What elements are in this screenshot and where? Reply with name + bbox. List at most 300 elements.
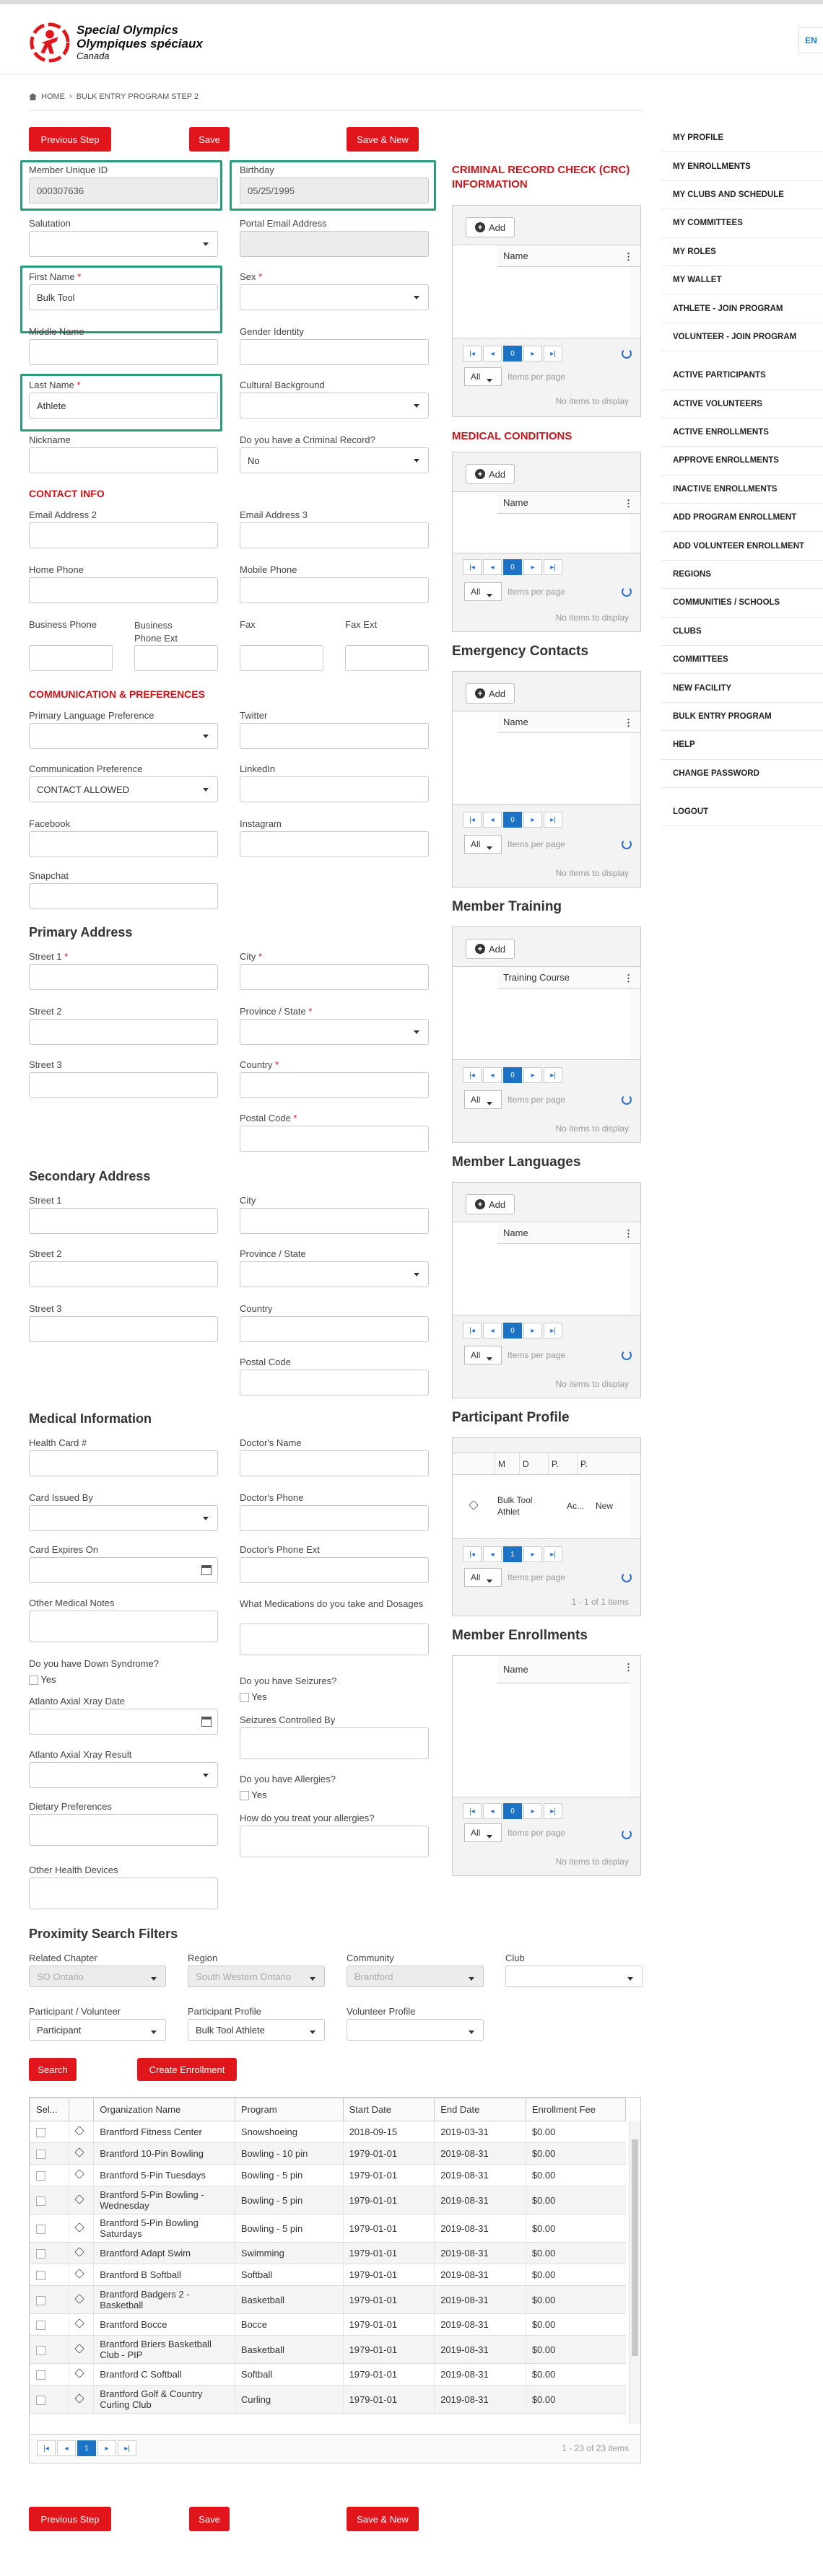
language-toggle[interactable]: EN [798,27,823,53]
table-cell: $0.00 [526,2243,625,2264]
table-cell: $0.00 [526,2214,625,2243]
next-page-icon[interactable]: ▸ [523,1323,542,1339]
prev-page-icon[interactable]: ◂ [483,559,502,575]
table-header-1[interactable] [69,2098,94,2121]
sec-province-field [240,1248,429,1287]
page-size-select[interactable]: All [464,1346,502,1364]
row-checkbox[interactable] [36,2321,45,2330]
scrollbar[interactable] [630,267,640,338]
sec-city-input[interactable] [240,1208,429,1234]
logo[interactable] [29,22,203,63]
add-label: Add [489,943,506,955]
sidebar-item-12[interactable]: INACTIVE ENROLLMENTS [661,476,823,504]
atlanto-result-select[interactable] [29,1762,218,1788]
treat-allergies-label: How do you treat your allergies? [240,1813,375,1823]
column-menu-icon[interactable]: ⋮ [624,973,633,983]
sidebar-item-5[interactable]: MY WALLET [661,266,823,294]
save-new-button-bottom[interactable]: Save & New [347,2507,419,2531]
previous-step-button-bottom[interactable]: Previous Step [29,2507,111,2531]
table-row[interactable] [30,2143,626,2165]
calendar-icon[interactable] [201,1717,212,1727]
sidebar-item-2[interactable]: MY CLUBS AND SCHEDULE [661,181,823,209]
sidebar-item-13[interactable]: ADD PROGRAM ENROLLMENT [661,504,823,532]
name-column-header: Name [503,497,528,508]
save-button[interactable]: Save [189,127,230,152]
last-page-icon[interactable]: ▸| [544,1323,562,1339]
next-page-icon[interactable]: ▸ [523,1546,542,1562]
sidebar-item-9[interactable]: ACTIVE VOLUNTEERS [661,390,823,419]
country-input[interactable] [240,1072,429,1098]
email2-field [29,509,218,548]
birthday-label: Birthday [240,165,274,175]
scrollbar[interactable] [630,1244,640,1315]
home-phone-input[interactable] [29,577,218,603]
edit-icon[interactable] [74,2269,84,2279]
sidebar-item-4[interactable]: MY ROLES [661,238,823,266]
sidebar-item-21[interactable]: HELP [661,731,823,759]
sec-street2-input[interactable] [29,1261,218,1287]
first-page-icon[interactable]: |◂ [463,1803,482,1819]
table-row[interactable] [30,2214,626,2243]
refresh-icon[interactable] [622,1572,632,1582]
column-menu-icon[interactable]: ⋮ [624,251,633,262]
linkedin-input[interactable] [240,776,429,802]
prev-page-icon[interactable]: ◂ [483,1803,502,1819]
refresh-icon[interactable] [622,349,632,359]
scroll-thumb[interactable] [632,2139,638,2356]
add-label: Add [489,1199,506,1210]
scrollbar[interactable] [630,733,640,804]
prev-page-icon[interactable]: ◂ [483,346,502,362]
table-cell: Bowling - 5 pin [235,2165,343,2186]
member-id-input[interactable]: 000307636 [29,178,218,203]
sidebar-item-6[interactable]: ATHLETE - JOIN PROGRAM [661,294,823,323]
page-number[interactable]: 0 [503,812,522,828]
sidebar-item-7[interactable]: VOLUNTEER - JOIN PROGRAM [661,323,823,351]
sec-postal-label: Postal Code [240,1357,291,1367]
row-checkbox[interactable] [36,2271,45,2280]
doctor-ext-input[interactable] [240,1557,429,1583]
city-label: City [240,951,256,962]
breadcrumb-home[interactable]: HOME [41,92,65,101]
doctor-name-field [240,1437,429,1476]
edit-icon[interactable] [74,2169,84,2179]
edit-icon[interactable] [74,2368,84,2378]
mobile-phone-input[interactable] [240,577,429,603]
card-issued-select[interactable] [29,1505,218,1531]
health-card-input[interactable] [29,1450,218,1476]
scrollbar[interactable] [630,514,640,553]
treat-allergies-input[interactable] [240,1826,429,1857]
profile-col-d[interactable]: D [519,1453,548,1474]
sex-field [240,271,429,310]
region-field [188,1953,325,1987]
next-page-icon[interactable]: ▸ [523,346,542,362]
next-page-icon[interactable]: ▸ [523,1803,542,1819]
profile-col-p2[interactable]: P. [577,1453,606,1474]
emergency-add-button[interactable] [466,683,515,704]
first-page-icon[interactable]: |◂ [463,559,482,575]
portal-email-input[interactable] [240,231,429,257]
first-page-icon[interactable]: |◂ [463,812,482,828]
next-page-icon[interactable]: ▸ [523,559,542,575]
dietary-label: Dietary Preferences [29,1801,112,1812]
page-number[interactable]: 0 [503,1067,522,1083]
column-menu-icon[interactable]: ⋮ [624,498,633,509]
prev-page-icon[interactable]: ◂ [483,1546,502,1562]
seizures-ctrl-input[interactable] [240,1727,429,1759]
primary-address-title: Primary Address [29,925,133,939]
breadcrumb-separator: › [69,92,72,101]
sidebar-item-23[interactable]: LOGOUT [661,798,823,826]
table-cell: 1979-01-01 [343,2143,435,2165]
sidebar-item-3[interactable]: MY COMMITTEES [661,209,823,237]
salutation-select[interactable] [29,231,218,257]
refresh-icon[interactable] [622,587,632,597]
mobile-phone-label: Mobile Phone [240,564,297,575]
health-devices-label: Other Health Devices [29,1865,118,1875]
province-select[interactable] [240,1019,429,1045]
table-header-0[interactable]: Sel... [30,2098,69,2121]
sidebar-item-14[interactable]: ADD VOLUNTEER ENROLLMENT [661,532,823,560]
edit-icon[interactable] [74,2393,84,2404]
business-phone-ext-input[interactable] [134,645,218,671]
table-cell: Softball [235,2264,343,2286]
facebook-input[interactable] [29,831,218,857]
refresh-icon[interactable] [622,1095,632,1105]
pager [463,346,562,362]
medical-info-title: Medical Information [29,1411,152,1426]
table-row[interactable] [30,2336,626,2364]
table-cell: 1979-01-01 [343,2364,435,2386]
table-cell: $0.00 [526,2165,625,2186]
row-checkbox[interactable] [36,2225,45,2234]
table-row[interactable] [30,2165,626,2186]
training-add-button[interactable] [466,939,515,959]
pager [463,1803,562,1819]
table-cell: $0.00 [526,2186,625,2214]
pager [463,559,562,575]
page-size-select[interactable]: All [464,367,502,386]
edit-icon[interactable] [74,2194,84,2204]
sidebar-item-19[interactable]: NEW FACILITY [661,674,823,702]
refresh-icon[interactable] [622,1350,632,1360]
next-page-icon[interactable]: ▸ [523,1067,542,1083]
crc-add-button[interactable] [466,217,515,237]
table-row[interactable] [30,2364,626,2386]
card-expires-input[interactable] [29,1557,218,1583]
no-items-label: No items to display [555,1123,629,1134]
gender-identity-input[interactable] [240,339,429,365]
create-enrollment-button[interactable]: Create Enrollment [137,2058,237,2081]
profile-col-m[interactable]: M [495,1453,519,1474]
fax-input[interactable] [240,645,323,671]
sec-country-input[interactable] [240,1316,429,1342]
allergies-checkbox[interactable] [240,1791,249,1800]
plus-icon: + [475,944,485,954]
edit-icon[interactable] [74,2318,84,2329]
snapchat-input[interactable] [29,883,218,909]
doctor-name-input[interactable] [240,1450,429,1476]
part-vol-field [29,2006,166,2041]
table-header-5[interactable]: End Date [435,2098,526,2121]
row-checkbox[interactable] [36,2249,45,2259]
first-page-icon[interactable]: |◂ [463,1323,482,1339]
comm-pref-select[interactable]: CONTACT ALLOWED [29,776,218,802]
part-profile-select[interactable]: Bulk Tool Athlete [188,2019,325,2041]
sidebar-item-10[interactable]: ACTIVE ENROLLMENTS [661,419,823,447]
club-select[interactable] [505,1966,643,1987]
first-page-icon[interactable]: |◂ [463,1546,482,1562]
related-chapter-select[interactable]: SO Ontario [29,1966,166,1987]
table-cell: Basketball [235,2336,343,2364]
scrollbar[interactable] [630,1475,640,1538]
sec-postal-input[interactable] [240,1370,429,1396]
row-checkbox[interactable] [36,2150,45,2159]
table-cell: Brantford Adapt Swim [94,2243,235,2264]
first-page-icon[interactable]: |◂ [463,346,482,362]
add-label: Add [489,222,506,233]
first-page-icon[interactable]: |◂ [37,2440,56,2456]
plus-icon: + [475,688,485,698]
street3-input[interactable] [29,1072,218,1098]
sec-country-label: Country [240,1303,273,1314]
calendar-icon[interactable] [201,1565,212,1575]
table-cell: 1979-01-01 [343,2186,435,2214]
birthday-input[interactable]: 05/25/1995 [240,178,429,203]
street2-field [29,1006,218,1045]
primary-language-field [29,710,218,749]
profile-row[interactable] [453,1475,630,1537]
linkedin-field [240,763,429,802]
save-new-button[interactable]: Save & New [347,127,419,152]
cultural-background-select[interactable] [240,393,429,419]
table-row[interactable] [30,2386,626,2414]
page-size-select[interactable]: All [464,582,502,601]
community-select[interactable]: Brantford [347,1966,484,1987]
table-row[interactable] [30,2186,626,2214]
prev-page-icon[interactable]: ◂ [483,1323,502,1339]
middle-name-input[interactable] [29,339,218,365]
doctor-name-label: Doctor's Name [240,1437,302,1448]
part-profile-label: Participant Profile [188,2006,261,2017]
refresh-icon[interactable] [622,1829,632,1839]
instagram-label: Instagram [240,818,282,829]
gender-identity-field [240,326,429,365]
medications-input[interactable] [240,1624,429,1655]
items-per-page-label: Items per page [508,839,566,849]
edit-icon[interactable] [74,2247,84,2257]
seizures-checkbox[interactable] [240,1693,249,1702]
row-checkbox[interactable] [36,2370,45,2380]
table-cell: $0.00 [526,2336,625,2364]
row-checkbox[interactable] [36,2196,45,2206]
instagram-input[interactable] [240,831,429,857]
instagram-field [240,818,429,857]
edit-icon[interactable] [469,1500,479,1510]
sidebar-item-18[interactable]: COMMITTEES [661,646,823,674]
sec-street3-input[interactable] [29,1316,218,1342]
doctor-phone-input[interactable] [240,1505,429,1531]
table-cell: $0.00 [526,2314,625,2336]
table-count: 1 - 23 of 23 items [562,2443,629,2453]
scrollbar[interactable] [630,1678,640,1797]
table-header-4[interactable]: Start Date [343,2098,435,2121]
nickname-input[interactable] [29,447,218,473]
nickname-field [29,434,218,473]
table-row[interactable] [30,2264,626,2286]
home-icon [29,93,37,100]
business-phone-input[interactable] [29,645,113,671]
next-page-icon[interactable]: ▸ [523,812,542,828]
table-cell: 2019-03-31 [435,2121,526,2143]
required-mark: * [308,1006,313,1017]
edit-icon[interactable] [74,2147,84,2157]
table-cell: 2018-09-15 [343,2121,435,2143]
member-training-grid [452,926,641,1143]
twitter-input[interactable] [240,723,429,749]
table-pager [37,2440,136,2456]
prev-page-icon[interactable]: ◂ [483,812,502,828]
table-cell: Basketball [235,2286,343,2314]
vol-profile-select[interactable] [347,2019,484,2041]
edit-icon[interactable] [74,2344,84,2354]
profile-col-p1[interactable]: P. [548,1453,577,1474]
table-row[interactable] [30,2314,626,2336]
sex-select[interactable] [240,284,429,310]
table-cell: Brantford C Softball [94,2364,235,2386]
table-cell: 2019-08-31 [435,2243,526,2264]
table-cell: 1979-01-01 [343,2165,435,2186]
street1-input[interactable] [29,964,218,990]
row-checkbox[interactable] [36,2396,45,2405]
prev-page-icon[interactable]: ◂ [57,2440,76,2456]
profile-row-status: Ac... [567,1501,585,1511]
page-size-select[interactable]: All [464,1568,502,1587]
fax-ext-field [345,619,429,671]
last-name-input[interactable]: Athlete [29,393,218,419]
other-notes-input[interactable] [29,1611,218,1642]
criminal-record-select[interactable]: No [240,447,429,473]
page-size-select[interactable]: All [464,1090,502,1109]
column-menu-icon[interactable]: ⋮ [624,1662,633,1673]
row-checkbox[interactable] [36,2346,45,2355]
row-checkbox[interactable] [36,2171,45,2181]
table-cell: 1979-01-01 [343,2314,435,2336]
page-size-select[interactable]: All [464,1823,502,1842]
sidebar-item-15[interactable]: REGIONS [661,561,823,589]
dietary-input[interactable] [29,1814,218,1846]
health-devices-input[interactable] [29,1878,218,1909]
table-cell: Brantford 5-Pin Tuesdays [94,2165,235,2186]
profile-count-label: 1 - 1 of 1 items [571,1597,629,1607]
last-page-icon[interactable]: ▸| [544,1546,562,1562]
table-row[interactable] [30,2286,626,2314]
sidebar-item-17[interactable]: CLUBS [661,618,823,646]
member-enrollments-title: Member Enrollments [452,1628,588,1643]
proximity-title: Proximity Search Filters [29,1927,178,1941]
sidebar-item-16[interactable]: COMMUNITIES / SCHOOLS [661,589,823,617]
last-page-icon[interactable]: ▸| [544,1803,562,1819]
last-page-icon[interactable]: ▸| [544,346,562,362]
next-page-icon[interactable]: ▸ [97,2440,116,2456]
edit-icon[interactable] [74,2294,84,2304]
page-number[interactable]: 0 [503,346,522,362]
down-syndrome-checkbox[interactable] [29,1675,38,1685]
sec-country-field [240,1303,429,1342]
fax-ext-input[interactable] [345,645,429,671]
profile-row-type: New [596,1501,614,1511]
postal-input[interactable] [240,1126,429,1152]
table-scrollbar[interactable] [629,2121,640,2424]
table-page-number[interactable]: 1 [77,2440,96,2456]
email2-input[interactable] [29,522,218,548]
part-vol-select[interactable]: Participant [29,2019,166,2041]
seizures-field [240,1675,429,1702]
column-menu-icon[interactable]: ⋮ [624,717,633,728]
edit-icon[interactable] [74,2126,84,2136]
table-header-3[interactable]: Program [235,2098,343,2121]
sec-street1-input[interactable] [29,1208,218,1234]
first-name-input[interactable]: Bulk Tool [29,284,218,310]
last-page-icon[interactable]: ▸| [544,559,562,575]
page-number[interactable]: 0 [503,1803,522,1819]
sidebar-item-20[interactable]: BULK ENTRY PROGRAM [661,703,823,731]
last-page-icon[interactable]: ▸| [118,2440,136,2456]
languages-add-button[interactable] [466,1194,515,1214]
mobile-phone-field [240,564,429,603]
table-header-2[interactable]: Organization Name [94,2098,235,2121]
last-page-icon[interactable]: ▸| [544,1067,562,1083]
primary-language-select[interactable] [29,723,218,749]
prev-page-icon[interactable]: ◂ [483,1067,502,1083]
email3-input[interactable] [240,522,429,548]
table-cell: 2019-08-31 [435,2386,526,2414]
sidebar-item-1[interactable]: MY ENROLLMENTS [661,152,823,180]
table-row[interactable] [30,2121,626,2143]
previous-step-button[interactable]: Previous Step [29,127,111,152]
page-number[interactable]: 1 [503,1546,522,1562]
medical-add-button[interactable] [466,464,515,484]
page-number[interactable]: 0 [503,1323,522,1339]
street2-input[interactable] [29,1019,218,1045]
edit-icon[interactable] [74,2222,84,2233]
page-size-select[interactable]: All [464,835,502,854]
table-header-6[interactable]: Enrollment Fee [526,2098,625,2121]
sidebar-item-11[interactable]: APPROVE ENROLLMENTS [661,447,823,475]
atlanto-result-label: Atlanto Axial Xray Result [29,1749,132,1760]
table-cell: Bowling - 5 pin [235,2186,343,2214]
table-row[interactable] [30,2243,626,2264]
sidebar-item-22[interactable]: CHANGE PASSWORD [661,760,823,788]
city-input[interactable] [240,964,429,990]
search-button[interactable]: Search [29,2058,77,2081]
sidebar-item-0[interactable]: MY PROFILE [661,124,823,152]
page-number[interactable]: 0 [503,559,522,575]
atlanto-date-input[interactable] [29,1709,218,1735]
row-checkbox[interactable] [36,2128,45,2137]
last-page-icon[interactable]: ▸| [544,812,562,828]
sidebar-item-8[interactable]: ACTIVE PARTICIPANTS [661,362,823,390]
row-checkbox[interactable] [36,2296,45,2305]
refresh-icon[interactable] [622,839,632,849]
first-page-icon[interactable]: |◂ [463,1067,482,1083]
save-button-bottom[interactable]: Save [189,2507,230,2531]
sec-province-select[interactable] [240,1261,429,1287]
column-menu-icon[interactable]: ⋮ [624,1228,633,1239]
region-select[interactable]: South Western Ontario [188,1966,325,1987]
scrollbar[interactable] [630,989,640,1059]
